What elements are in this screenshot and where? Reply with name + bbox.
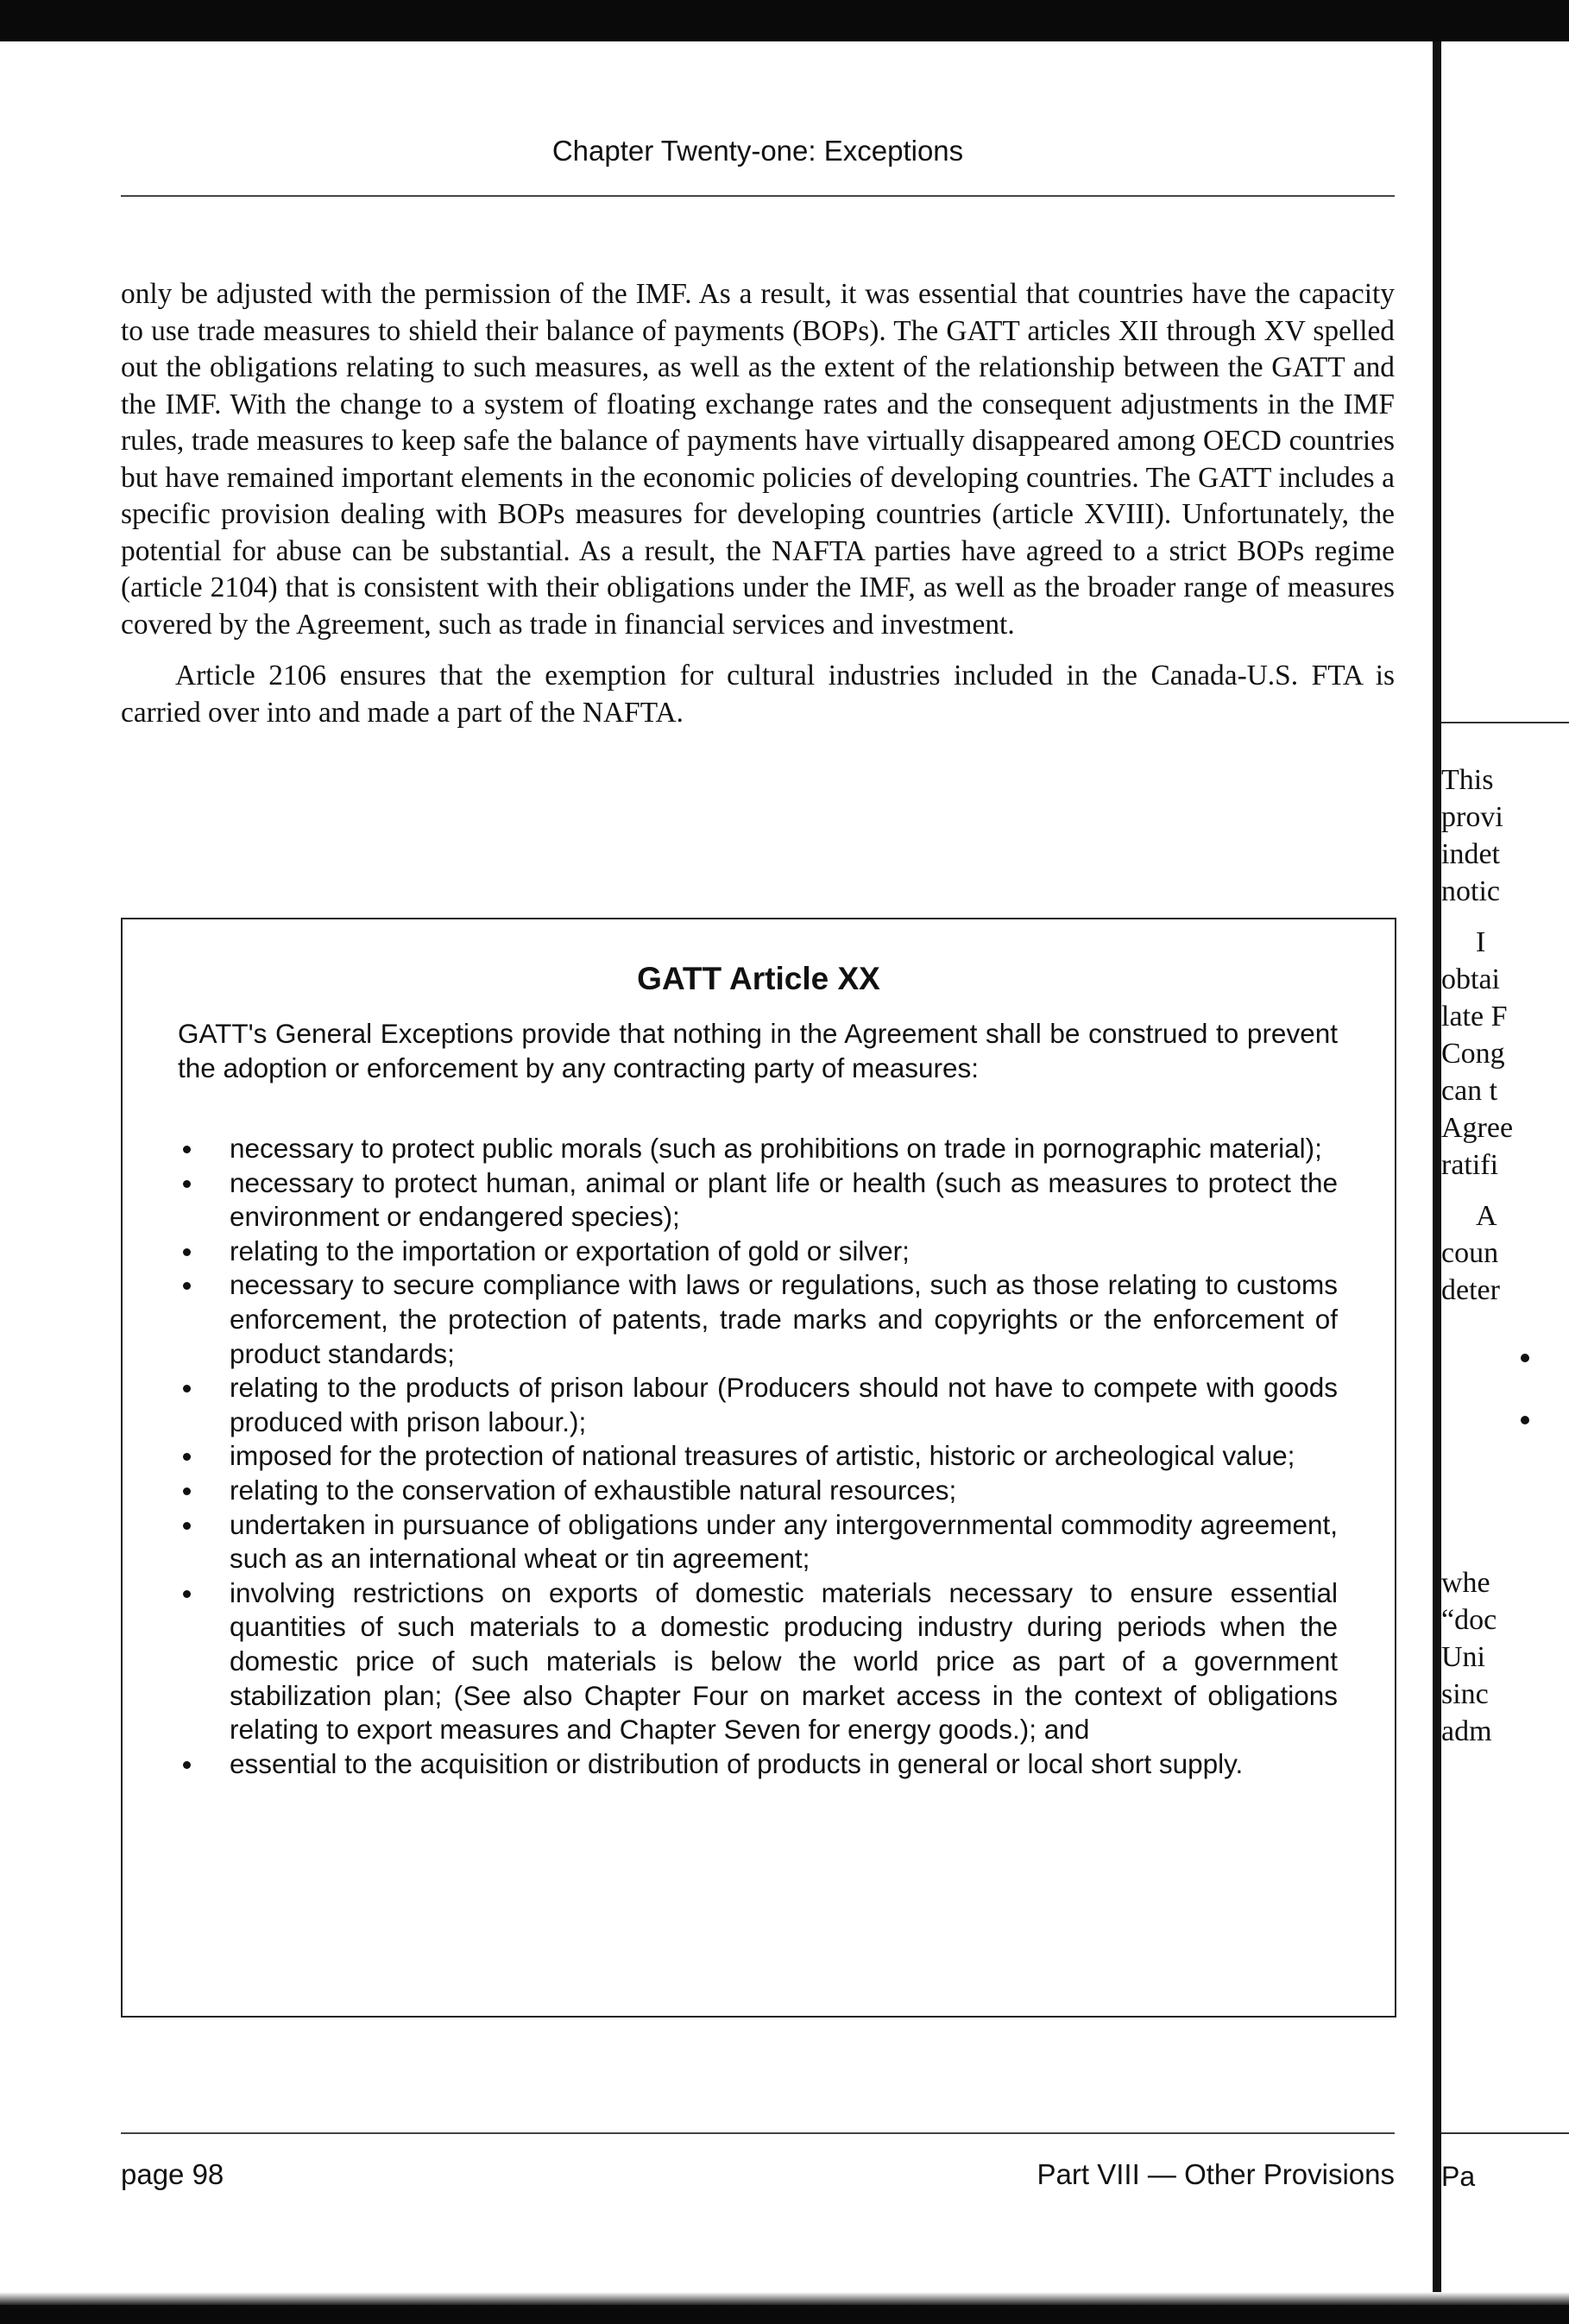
list-item: relating to the products of prison labour (Producers should not have to compete with goods produced with prison labour.); (178, 1371, 1338, 1439)
bullet-icon (183, 1761, 191, 1769)
bullet-icon (183, 1590, 191, 1598)
right-footer-fragment: Pa (1441, 2161, 1476, 2192)
right-text-fragment: Uni (1441, 1641, 1485, 1673)
right-text-fragment: ratifi (1441, 1149, 1499, 1181)
left-page (0, 41, 1433, 2305)
right-text-fragment: provi (1441, 801, 1503, 833)
right-text-fragment: indet (1441, 838, 1500, 870)
right-text-fragment: sinc (1441, 1678, 1489, 1710)
right-text-fragment: obtai (1441, 963, 1500, 995)
right-text-fragment: Cong (1441, 1038, 1505, 1070)
list-item: involving restrictions on exports of domestic materials necessary to ensure essential quantities of such materials to a domestic producing industry during periods when the domestic price of such materials is below the world price as part of a government stabilization plan; (See also Chapter Four on market access in the context of obligations relating to export measures and Chapter Seven for energy goods.); and (178, 1576, 1338, 1747)
list-item: necessary to secure compliance with laws or regulations, such as those relating to customs enforcement, the protection of patents, trade marks and copyrights or the enforcement of product standards; (178, 1268, 1338, 1371)
scan-border-top (0, 0, 1569, 41)
right-text-fragment: whe (1441, 1567, 1490, 1599)
bullet-icon (183, 1385, 191, 1393)
right-text-fragment: Agree (1441, 1112, 1514, 1144)
list-item: essential to the acquisition or distribution of products in general or local short supply. (178, 1747, 1338, 1782)
scan-shadow-bottom (0, 2292, 1569, 2305)
list-item: necessary to protect human, animal or plant life or health (such as measures to protect the environment or endangered species); (178, 1166, 1338, 1235)
box-title: GATT Article XX (637, 961, 880, 996)
list-item: undertaken in pursuance of obligations under any intergovernmental commodity agreement, such as an international wheat or tin agreement; (178, 1508, 1338, 1576)
right-text-fragment: notic (1441, 875, 1500, 907)
body-paragraph: only be adjusted with the permission of the IMF. As a result, it was essential that countries have the capacity to use trade measures to shield their balance of payments (BOPs). The GATT articles XII through XV spelled out the obligations relating to such measures, as well as the extent of the relationship between the GATT and the IMF. With the change to a system of floating exchange rates and the consequent adjustments in the IMF rules, trade measures to keep safe the balance of payments have virtually disappeared among OECD countries but have remained important elements in the economic policies of developing countries. The GATT includes a specific provision dealing with BOPs measures for developing countries (article XVIII). Unfortunately, the potential for abuse can be substantial. As a result, the NAFTA parties have agreed to a strict BOPs regime (article 2104) that is consistent with their obligations under the IMF, as well as the broader range of measures covered by the Agreement, such as trade in financial services and investment. (121, 278, 1395, 641)
exceptions-list (178, 1132, 1338, 1781)
page-gutter (1433, 41, 1441, 2305)
bullet-icon (183, 1146, 191, 1153)
box-intro: GATT's General Exceptions provide that nothing in the Agreement shall be construed to prevent the adoption or enforcement by any contracting party of measures: (178, 1018, 1338, 1083)
right-text-fragment: I (1476, 926, 1486, 958)
right-page-rule (1441, 2132, 1569, 2134)
right-text-fragment: “doc (1441, 1604, 1497, 1636)
right-text-fragment: late F (1441, 1001, 1508, 1033)
right-text-fragment: adm (1441, 1715, 1492, 1747)
list-item: relating to the conservation of exhaustible natural resources; (178, 1474, 1338, 1508)
footer-section: Part VIII — Other Provisions (1037, 2158, 1395, 2190)
bullet-icon (183, 1522, 191, 1530)
bullet-icon (1521, 1416, 1529, 1424)
page-number: page 98 (121, 2158, 224, 2190)
scan-border-bottom (0, 2305, 1569, 2324)
right-text-fragment: This (1441, 764, 1494, 796)
list-item: necessary to protect public morals (such as prohibitions on trade in pornographic material); (178, 1132, 1338, 1166)
bullet-icon (1521, 1354, 1529, 1362)
list-item: relating to the importation or exportation of gold or silver; (178, 1235, 1338, 1269)
right-text-fragment: can t (1441, 1075, 1498, 1107)
right-text-fragment: A (1476, 1200, 1497, 1232)
right-text-fragment: coun (1441, 1237, 1499, 1269)
gatt-article-box (121, 918, 1396, 2018)
right-page-rule (1441, 722, 1569, 723)
bullet-icon (183, 1487, 191, 1495)
header-rule (121, 195, 1395, 197)
right-text-fragment: deter (1441, 1274, 1500, 1306)
bullet-icon (183, 1248, 191, 1256)
running-header: Chapter Twenty-one: Exceptions (551, 135, 964, 167)
body-text (121, 276, 1395, 731)
footer-rule (121, 2132, 1395, 2134)
right-page-fragment (1441, 41, 1569, 2305)
bullet-icon (183, 1180, 191, 1188)
list-item: imposed for the protection of national treasures of artistic, historic or archeological value; (178, 1439, 1338, 1474)
bullet-icon (183, 1282, 191, 1290)
body-paragraph: Article 2106 ensures that the exemption for cultural industries included in the Canada-U.S. FTA is carried over into and made a part of the NAFTA. (121, 660, 1395, 729)
bullet-icon (183, 1453, 191, 1461)
